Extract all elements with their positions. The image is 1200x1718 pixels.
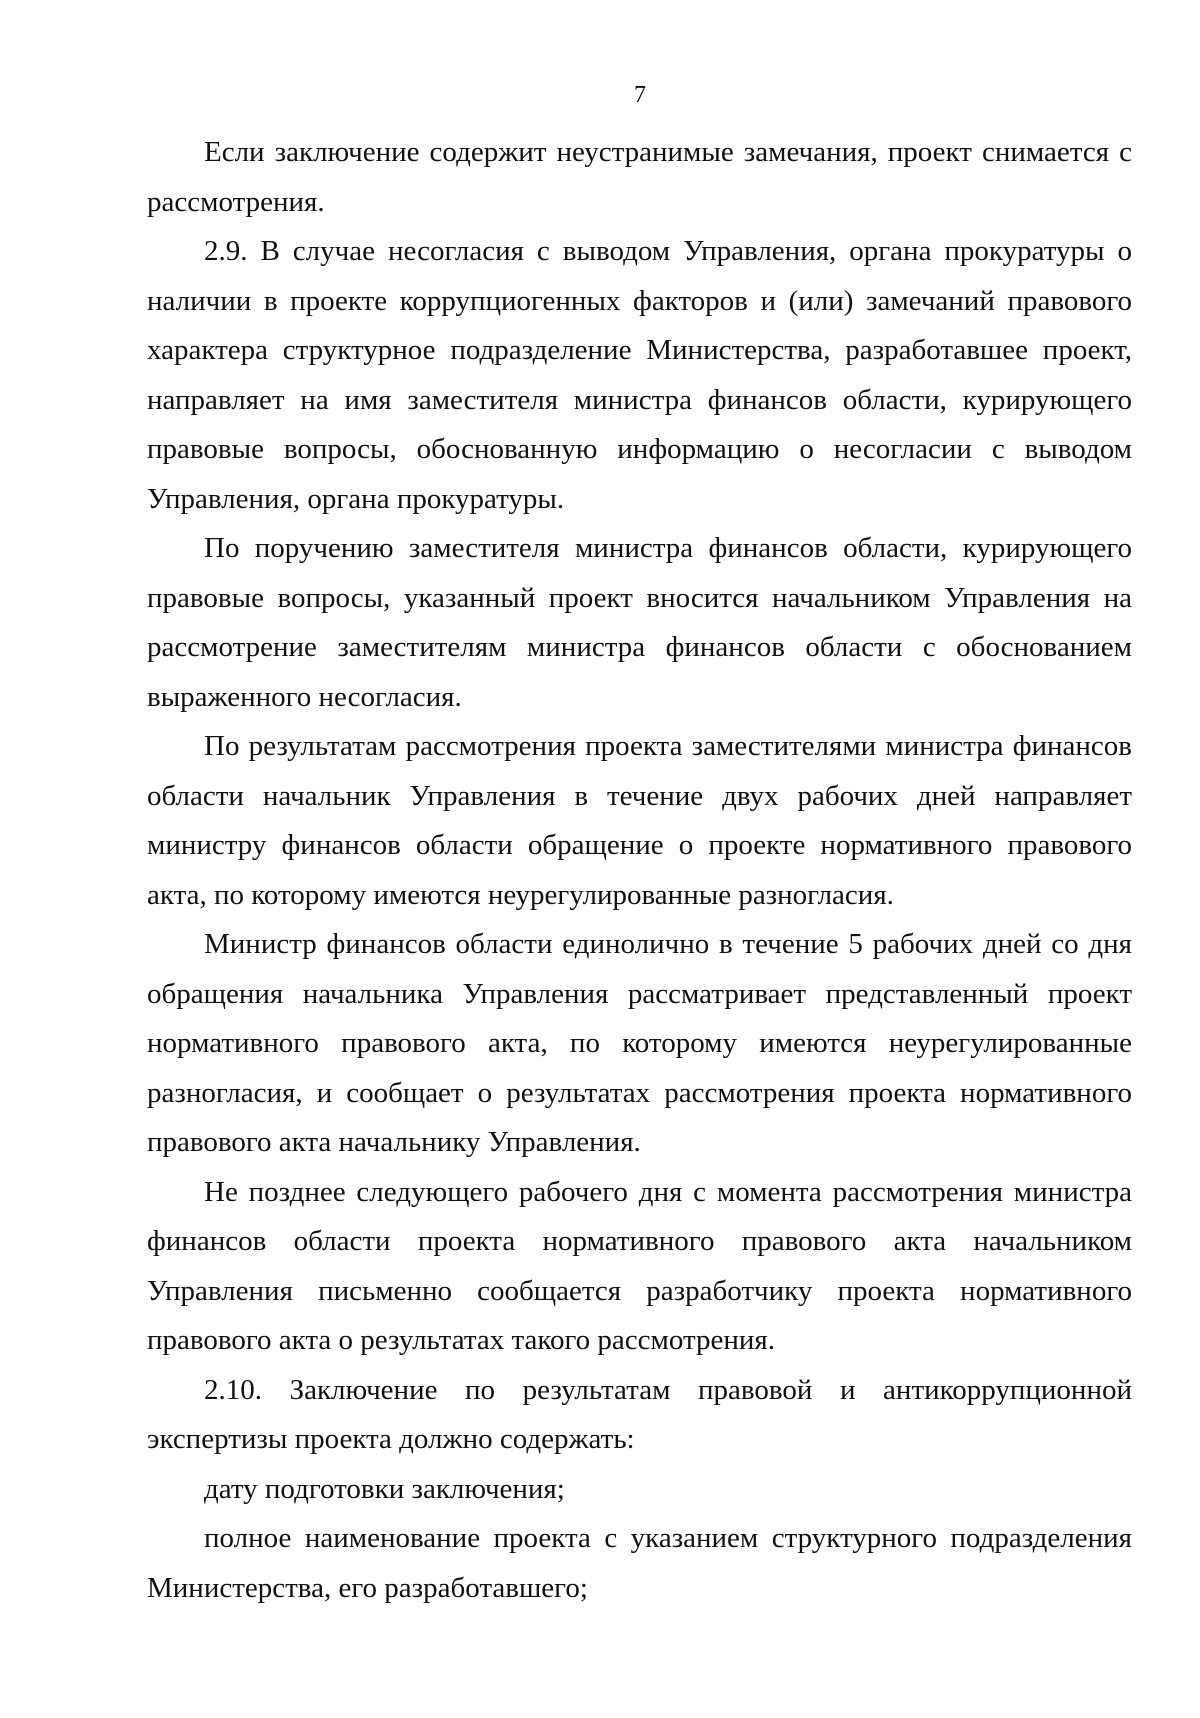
document-body bbox=[147, 128, 1132, 1613]
page-number: 7 bbox=[634, 82, 646, 108]
paragraph-minister-decision: Министр финансов области единолично в течение 5 рабочих дней со дня обращения начальника Управления рассматривает представленный проект нормативного правового акта, по которому имеются неурегулированные разногласия, и сообщает о результатах рассмотрения проекта нормативного правового акта начальнику Управления. bbox=[147, 928, 1132, 1158]
paragraph-2-10-conclusion-contents: 2.10. Заключение по результатам правовой и антикоррупционной экспертизы проекта должно содержать: bbox=[147, 1373, 1132, 1455]
paragraph-unresolvable-remarks: Если заключение содержит неустранимые замечания, проект снимается с рассмотрения. bbox=[147, 136, 1132, 218]
list-item-preparation-date: дату подготовки заключения; bbox=[204, 1472, 565, 1505]
list-item-full-project-name: полное наименование проекта с указанием структурного подразделения Министерства, его разработавшего; bbox=[147, 1522, 1132, 1604]
paragraph-review-results: По результатам рассмотрения проекта заместителями министра финансов области начальник Управления в течение двух рабочих дней направляет министру финансов области обращение о проекте нормативного правового акта, по которому имеются неурегулированные разногласия. bbox=[147, 730, 1132, 911]
paragraph-2-9-disagreement: 2.9. В случае несогласия с выводом Управления, органа прокуратуры о наличии в проекте коррупциогенных факторов и (или) замечаний правового характера структурное подразделение Министерства, разработавшее проект, направляет на имя заместителя министра финансов области, курирующего правовые вопросы, обоснованную информацию о несогласии с выводом Управления, органа прокуратуры. bbox=[147, 235, 1132, 515]
paragraph-deputy-instruction: По поручению заместителя министра финансов области, курирующего правовые вопросы, указанный проект вносится начальником Управления на рассмотрение заместителям министра финансов области с обоснованием выраженного несогласия. bbox=[147, 532, 1132, 713]
paragraph-developer-notification: Не позднее следующего рабочего дня с момента рассмотрения министра финансов области проекта нормативного правового акта начальником Управления письменно сообщается разработчику проекта нормативного правового акта о результатах такого рассмотрения. bbox=[147, 1175, 1132, 1356]
